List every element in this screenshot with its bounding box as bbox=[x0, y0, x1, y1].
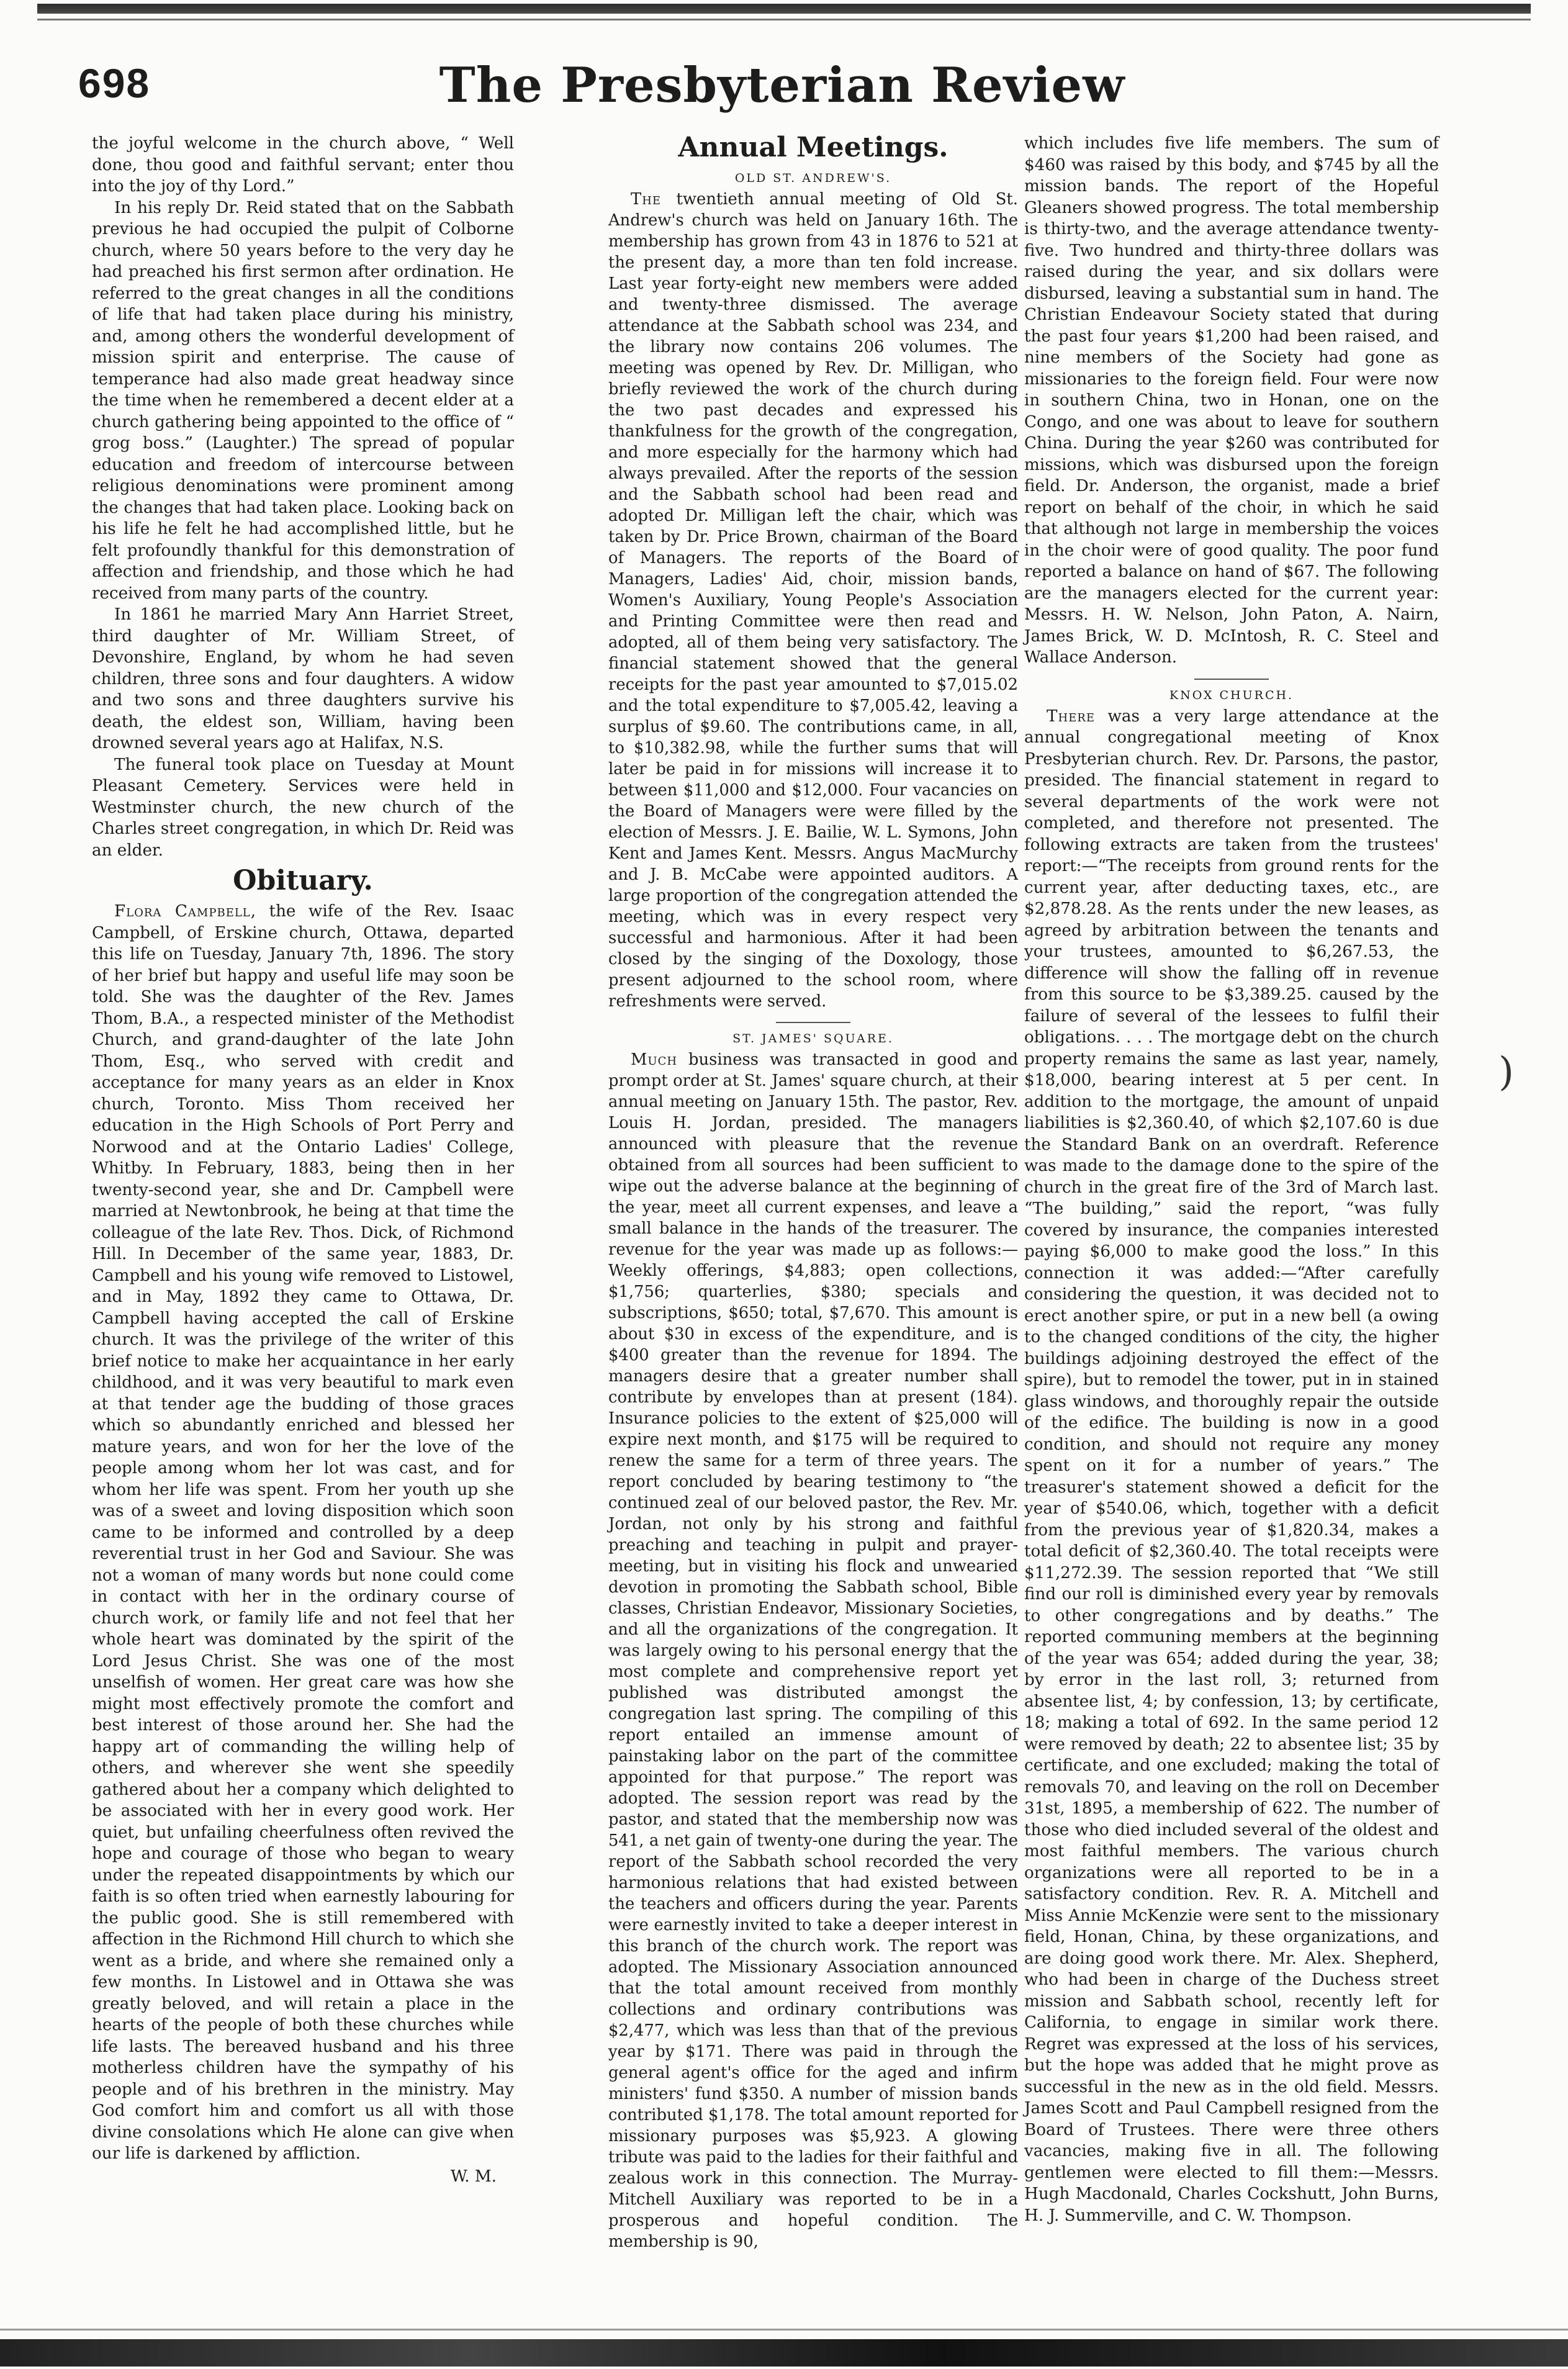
obituary-heading: Obituary. bbox=[233, 865, 373, 896]
old-st-andrews-lead: The bbox=[631, 190, 662, 209]
top-border-thin-rule bbox=[37, 19, 1531, 20]
section-divider-right bbox=[1194, 679, 1269, 680]
old-st-andrews-text: twentieth annual meeting of Old St. Andrew's church was held on January 16th. The membership has grown from 43 in 1876 to 521 at the present day, a more than ten fold increase. Last year forty-eight new members were added and twenty-three dismissed. The average attendance at the Sabbath school was 234, and the library now contains 206 volumes. The meeting was opened by Rev. Dr. Milligan, who briefly reviewed the work of the church during the two past decades and expressed his thankfulness for the growth of the congregation, and more especially for the harmony which had always prevailed. After the reports of the session and the Sabbath school had been read and adopted Dr. Milligan left the chair, which was taken by Dr. Price Brown, chairman of the Board of Managers. The reports of the Board of Managers, Ladies' Aid, choir, mission bands, Women's Auxiliary, Young People's Association and Printing Committee were then read and adopted, all of them being very satisfactory. The financial statement showed that the general receipts for the past year amounted to $7,015.02 and the total expenditure to $7,005.42, leaving a surplus of $9.60. The contributions came, in all, to $10,382.98, while the further sums that will later be paid in for missions will increase it to between $11,000 and $12,000. Four vacancies on the Board of Managers were were filled by the election of Messrs. J. E. Bailie, W. L. Symons, John Kent and James Kent. Messrs. Angus MacMurchy and J. B. McCabe were appointed auditors. A large proportion of the congregation attended the meeting, which was in every respect very successful and harmonious. After it had been closed by the singing of the Doxology, those present adjourned to the school room, where refreshments were served. bbox=[608, 190, 1018, 1011]
obituary-text: the wife of the Rev. Isaac Campbell, of Erskine church, Ottawa, departed this life on Tuesday, January 7th, 1896. The story of her brief but happy and useful life may soon be told. She was the daughter of the Rev. James Thom, B.A., a respected minister of the Methodist Church, and grand-daughter of the late John Thom, Esq., who served with credit and acceptance for many years as an elder in Knox church, Toronto. Miss Thom received her education in the High Schools of Port Perry and Norwood and at the Ontario Ladies' College, Whitby. In February, 1883, being then in her twenty-second year, she and Dr. Campbell were married at Newtonbrook, he being at that time the colleague of the late Rev. Thos. Dick, of Richmond Hill. In December of the same year, 1883, Dr. Campbell and his young wife removed to Listowel, and in May, 1892 they came to Ottawa, Dr. Campbell having accepted the call of Erskine church. It was the privilege of the writer of this brief notice to make her acquaintance in her early childhood, and it was very beautiful to mark even at that tender age the budding of those graces which so abundantly enriched and blessed her mature years, and won for her the love of the people among whom her lot was cast, and for whom her life was spent. From her youth up she was of a sweet and loving disposition which soon came to be informed and controlled by a deep reverential trust in her God and Saviour. She was not a woman of many words but none could come in contact with her in the ordinary course of church work, or family life and not feel that her whole heart was dominated by the spirit of the Lord Jesus Christ. She was one of the most unselfish of women. Her great care was how she might most effectively promote the comfort and best interest of those around her. She had the happy art of commanding the willing help of others, and wherever she went she speedily gathered about her a company which delighted to be associated with her in every good work. Her quiet, but unfailing cheerfulness often revived the hope and courage of those who began to weary under the repeated disappointments by which our faith is so often tried when earnestly labouring for the public good. She is still remembered with affection in the Richmond Hill church to which she went as a bride, and where she remained only a few months. In Listowel and in Ottawa she was greatly beloved, and will retain a place in the hearts of the people of both these churches while life lasts. The bereaved husband and his three motherless children have the sympathy of his people and of his brethren in the ministry. May God comfort him and comfort us all with those divine consolations which He alone can give when our life is darkened by affliction. bbox=[92, 902, 514, 2163]
col1-paragraph-2: In his reply Dr. Reid stated that on the Sabbath previous he had occupied the pulpit of Colborne church, where 50 years before to the very day he had preached his first sermon after ordination. He referred to the great changes in all the conditions of life that had taken place during his ministry, and, among others the wonderful development of mission spirit and enterprise. The cause of temperance had also made great headway since the time when he remembered a decent elder at a church gathering being appointed to the office of “ grog boss.” (Laughter.) The spread of popular education and freedom of intercourse between religious denominations were prominent among the changes that had taken place. Looking back on his life he felt he had accomplished little, but he felt profoundly thankful for this demonstration of affection and friendship, and those which he had received from many parts of the country. bbox=[92, 198, 514, 603]
margin-bracket-mark: ) bbox=[1498, 1049, 1514, 1095]
obituary-lead: Flora Campbell, bbox=[114, 902, 257, 921]
st-james-square-paragraph bbox=[608, 1049, 1018, 2252]
column-middle bbox=[608, 128, 1018, 2252]
section-divider bbox=[776, 1022, 850, 1023]
page-number: 698 bbox=[78, 60, 151, 106]
annual-meetings-heading: Annual Meetings. bbox=[678, 132, 948, 163]
st-james-square-lead: Much bbox=[631, 1050, 678, 1069]
col3-paragraph-1: which includes five life members. The sum of $460 was raised by this body, and $745 by all the mission bands. The report of the Hopeful Gleaners showed progress. The total membership is thirty-two, and the average attendance twenty-five. Two hundred and thirty-three dollars was raised during the year, and six dollars were disbursed, leaving a substantial sum in hand. The Christian Endeavour Society stated that during the past four years $1,200 had been raised, and nine members of the Society had gone as missionaries to the foreign field. Four were now in southern China, two in Honan, one on the Congo, and one was about to leave for southern China. During the year $260 was contributed for missions, which was disbursed upon the foreign field. Dr. Anderson, the organist, made a brief report on behalf of the choir, in which he said that although not large in membership the voices in the choir were of good quality. The poor fund reported a balance on hand of $67. The following are the managers elected for the current year: Messrs. H. W. Nelson, John Paton, A. Nairn, James Brick, W. D. McIntosh, R. C. Steel and Wallace Anderson. bbox=[1024, 134, 1439, 667]
knox-church-lead: There bbox=[1047, 706, 1095, 726]
col1-paragraph-4: The funeral took place on Tuesday at Mount Pleasant Cemetery. Services were held in Westminster church, the new church of the Charles street congregation, in which Dr. Reid was an elder. bbox=[92, 755, 514, 860]
st-james-square-subheading: ST. JAMES' SQUARE. bbox=[732, 1032, 894, 1045]
knox-church-text: was a very large attendance at the annual congregational meeting of Knox Presbyterian church. Rev. Dr. Parsons, the pastor, presided. The financial statement in regard to several departments of the work were not completed, and therefore not presented. The following extracts are taken from the trustees' report:—“The receipts from ground rents for the current year, after deducting taxes, etc., are $2,878.28. As the rents under the new leases, as agreed by arbitration between the tenants and your trustees, amounted to $6,267.53, the difference will show the falling off in revenue from this source to be $3,389.25. caused by the failure of several of the lessees to fulfil their obligations. . . . The mortgage debt on the church property remains the same as last year, namely, $18,000, bearing interest at 5 per cent. In addition to the mortgage, the amount of unpaid liabilities is $2,360.40, of which $2,107.60 is due the Standard Bank on an overdraft. Reference was made to the damage done to the spire of the church in the great fire of the 3rd of March last. “The building,” said the report, “was fully covered by insurance, the companies interested paying $6,000 to make good the loss.” In this connection it was added:—“After carefully considering the question, it was decided not to erect another spire, or put in a new bell (a owing to the changed conditions of the city, the higher buildings adjoining destroyed the effect of the spire), but to remodel the tower, put in in stained glass windows, and thoroughly repair the outside of the edifice. The building is now in a good condition, and should not require any money spent on it for a number of years.” The treasurer's statement showed a deficit for the year of $540.06, which, together with a deficit from the previous year of $1,820.34, makes a total deficit of $2,360.40. The total receipts were $11,272.39. The session reported that “We still find our roll is diminished every year by removals to other congregations and by deaths.” The reported communing members at the beginning of the year was 654; added during the year, 38; by error in the last roll, 3; returned from absentee list, 4; by confession, 13; by certificate, 18; making a total of 692. In the same period 12 were removed by death; 22 to absentee list; 35 by certificate, and one excluded; making the total of removals 70, and leaving on the roll on December 31st, 1895, a membership of 622. The number of those who died included several of the oldest and most faithful members. The various church organizations were all reported to be in a satisfactory condition. Rev. R. A. Mitchell and Miss Annie McKenzie were sent to the missionary field, Honan, China, by these organizations, and are doing good work there. Mr. Alex. Shepherd, who had been in charge of the Duchess street mission and Sabbath school, recently left for California, to engage in similar work there. Regret was expressed at the loss of his services, but the hope was added that he might prove as successful in the new as in the old field. Messrs. James Scott and Paul Campbell resigned from the Board of Trustees. There were three others vacancies, making five in all. The following gentlemen were elected to fill them:—Messrs. Hugh Macdonald, Charles Cockshutt, John Burns, H. J. Summerville, and C. W. Thompson. bbox=[1024, 706, 1440, 2225]
obituary-paragraph bbox=[92, 901, 514, 2165]
col1-paragraph-3: In 1861 he married Mary Ann Harriet Street, third daughter of Mr. William Street, of Devonshire, England, by whom he had seven children, three sons and four daughters. A widow and two sons and three daughters survive his death, the eldest son, William, having been drowned several years ago at Halifax, N.S. bbox=[92, 605, 514, 752]
knox-church-subheading: KNOX CHURCH. bbox=[1169, 688, 1294, 702]
top-border-rule bbox=[37, 4, 1531, 14]
knox-church-paragraph bbox=[1024, 706, 1439, 2227]
column-right bbox=[1024, 133, 1439, 2226]
st-james-square-text: business was transacted in good and prompt order at St. James' square church, at their annual meeting on January 15th. The pastor, Rev. Louis H. Jordan, presided. The managers announced with pleasure that the revenue obtained from all sources had been sufficient to wipe out the adverse balance at the beginning of the year, meet all current expenses, and leave a small balance in the hands of the treasurer. The revenue for the year was made up as follows:—Weekly offerings, $4,883; open collections, $1,756; quarterlies, $380; specials and subscriptions, $650; total, $7,670. This amount is about $30 in excess of the expenditure, and is $400 greater than the revenue for 1894. The managers desire that a greater number shall contribute by envelopes than at present (184). Insurance policies to the extent of $25,000 will expire next month, and $175 will be required to renew the same for a term of three years. The report concluded by bearing testimony to “the continued zeal of our beloved pastor, the Rev. Mr. Jordan, not only by his strong and faithful preaching and teaching in pulpit and prayer-meeting, but in visiting his flock and unwearied devotion in promoting the Sabbath school, Bible classes, Christian Endeavor, Missionary Societies, and all the organizations of the congregation. It was largely owing to his personal energy that the most complete and comprehensive report yet published was distributed amongst the congregation last spring. The compiling of this report entailed an immense amount of painstaking labor on the part of the committee appointed for that purpose.” The report was adopted. The session report was read by the pastor, and stated that the membership now was 541, a net gain of twenty-one during the year. The report of the Sabbath school recorded the very harmonious relations that had existed between the teachers and officers during the year. Parents were earnestly invited to take a deeper interest in this branch of the church work. The report was adopted. The Missionary Association announced that the total amount received from monthly collections and ordinary contributions was $2,477, which was less than that of the previous year by $171. There was paid in through the general agent's office for the aged and infirm ministers' fund $350. A number of mission bands contributed $1,178. The total amount reported for missionary purposes was $5,923. A glowing tribute was paid to the ladies for their faithful and zealous work in this connection. The Murray-Mitchell Auxiliary was reported to be in a prosperous and hopeful condition. The membership is 90, bbox=[608, 1050, 1018, 2251]
bottom-border-rule bbox=[0, 2339, 1568, 2367]
old-st-andrews-subheading: OLD ST. ANDREW'S. bbox=[734, 171, 892, 185]
col1-paragraph-1: the joyful welcome in the church above, “ Well done, thou good and faithful servant; enter thou into the joy of thy Lord.” bbox=[92, 134, 514, 196]
column-left bbox=[92, 133, 514, 2187]
obituary-signature: W. M. bbox=[450, 2167, 497, 2186]
bottom-border-thin-rule bbox=[0, 2329, 1568, 2331]
masthead: The Presbyterian Review bbox=[439, 57, 1125, 114]
old-st-andrews-paragraph bbox=[608, 189, 1018, 1012]
